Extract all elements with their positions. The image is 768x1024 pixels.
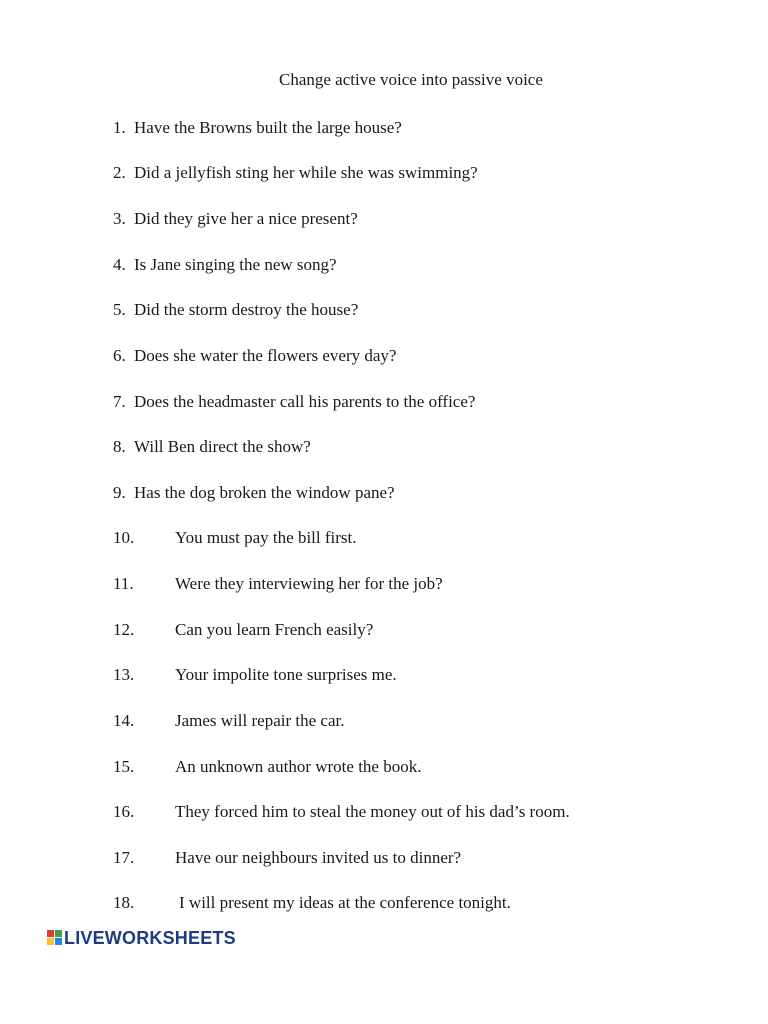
question-text: Has the dog broken the window pane? bbox=[134, 483, 395, 502]
question-number: 5. bbox=[113, 300, 126, 319]
question-number: 1. bbox=[113, 118, 126, 137]
question-item bbox=[113, 162, 478, 184]
question-number: 3. bbox=[113, 209, 126, 228]
question-number: 8. bbox=[113, 437, 126, 456]
question-text: They forced him to steal the money out of his dad’s room. bbox=[175, 802, 570, 821]
question-text: Does she water the flowers every day? bbox=[134, 346, 397, 365]
question-number: 4. bbox=[113, 255, 126, 274]
question-item bbox=[113, 208, 358, 230]
question-text: You must pay the bill first. bbox=[175, 528, 357, 547]
question-text: Did the storm destroy the house? bbox=[134, 300, 359, 319]
question-item bbox=[113, 482, 395, 504]
question-text: Is Jane singing the new song? bbox=[134, 255, 337, 274]
question-text: Did a jellyfish sting her while she was swimming? bbox=[134, 163, 478, 182]
question-item bbox=[113, 892, 511, 914]
question-number: 6. bbox=[113, 346, 126, 365]
question-item bbox=[113, 664, 397, 686]
question-item bbox=[113, 847, 461, 869]
question-number: 11. bbox=[113, 574, 134, 593]
question-text: An unknown author wrote the book. bbox=[175, 757, 422, 776]
question-number: 10. bbox=[113, 528, 135, 547]
question-item bbox=[113, 801, 570, 823]
question-text: I will present my ideas at the conference tonight. bbox=[179, 893, 511, 912]
question-text: Your impolite tone surprises me. bbox=[175, 665, 397, 684]
question-item bbox=[113, 117, 402, 139]
worksheet-title: Change active voice into passive voice bbox=[279, 70, 543, 89]
question-item bbox=[113, 391, 475, 413]
question-item bbox=[113, 436, 311, 458]
question-number: 7. bbox=[113, 392, 126, 411]
question-number: 14. bbox=[113, 711, 135, 730]
liveworksheets-logo-icon bbox=[47, 930, 63, 946]
question-number: 17. bbox=[113, 848, 135, 867]
liveworksheets-logo bbox=[47, 927, 236, 949]
question-number: 16. bbox=[113, 802, 135, 821]
question-number: 12. bbox=[113, 620, 135, 639]
question-number: 9. bbox=[113, 483, 126, 502]
question-item bbox=[113, 299, 358, 321]
question-number: 2. bbox=[113, 163, 126, 182]
question-item bbox=[113, 573, 443, 595]
question-text: Can you learn French easily? bbox=[175, 620, 374, 639]
question-text: Were they interviewing her for the job? bbox=[175, 574, 443, 593]
question-item bbox=[113, 345, 396, 367]
question-text: Did they give her a nice present? bbox=[134, 209, 358, 228]
question-text: Have our neighbours invited us to dinner? bbox=[175, 848, 462, 867]
logo-text: LIVEWORKSHEETS bbox=[64, 927, 236, 948]
question-item bbox=[113, 710, 344, 732]
question-number: 18. bbox=[113, 893, 135, 912]
question-item bbox=[113, 619, 373, 641]
question-number: 13. bbox=[113, 665, 135, 684]
question-number: 15. bbox=[113, 757, 135, 776]
question-item bbox=[113, 527, 357, 549]
question-item bbox=[113, 254, 337, 276]
question-item bbox=[113, 756, 421, 778]
question-text: Have the Browns built the large house? bbox=[134, 118, 402, 137]
question-text: Does the headmaster call his parents to the office? bbox=[134, 392, 476, 411]
question-text: Will Ben direct the show? bbox=[134, 437, 311, 456]
question-text: James will repair the car. bbox=[175, 711, 345, 730]
